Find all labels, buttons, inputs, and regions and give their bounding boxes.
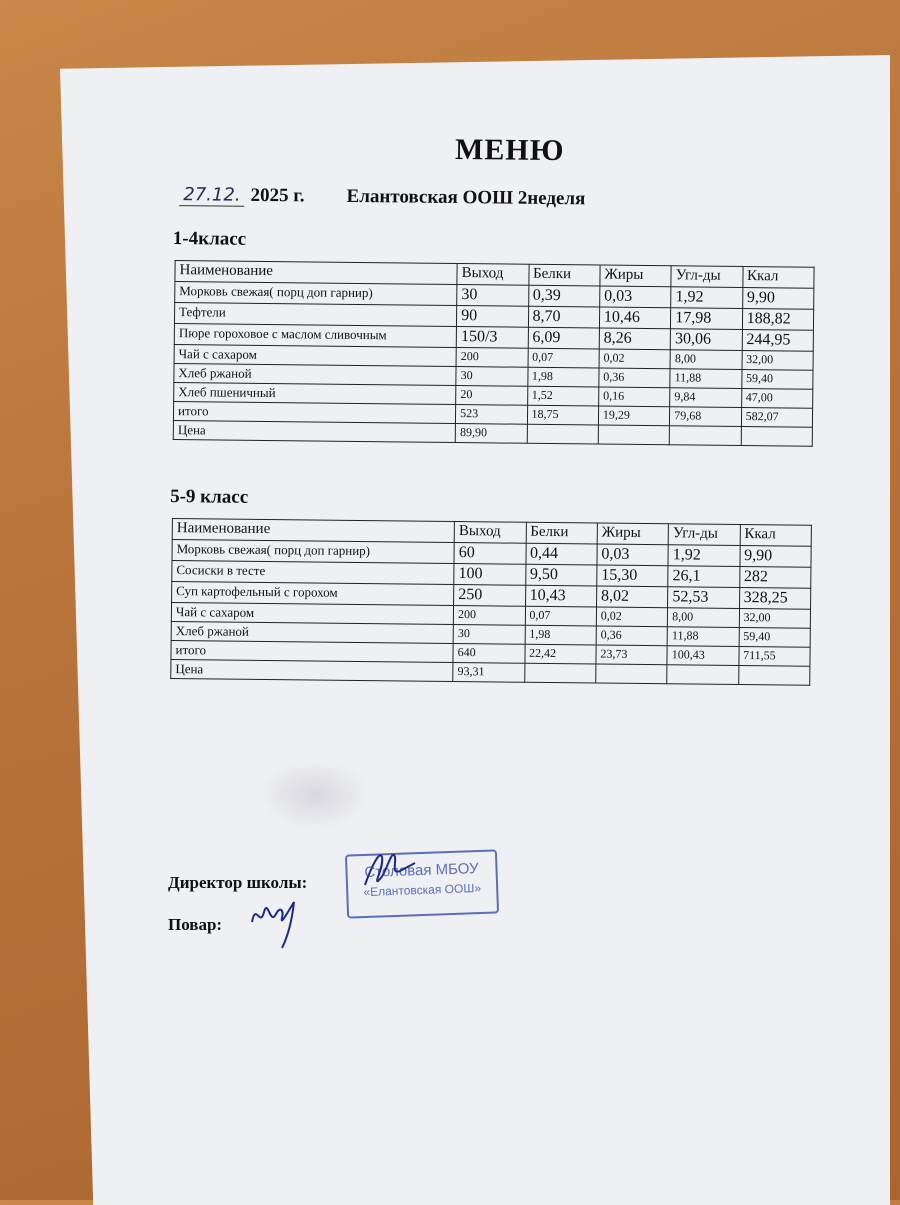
value-cell: 200 [453, 605, 525, 625]
value-cell: 11,88 [670, 369, 742, 389]
empty-cell [741, 426, 813, 446]
header-cell: Ккал [740, 524, 812, 546]
value-cell: 150/3 [456, 327, 528, 349]
value-cell: 0,02 [596, 607, 668, 627]
value-cell: 23,73 [596, 645, 668, 665]
price-label-cell: Цена [173, 421, 455, 443]
header-cell: Белки [528, 264, 600, 286]
dish-name-cell: Морковь свежая( порц доп гарнир) [172, 540, 454, 564]
value-cell: 10,46 [599, 307, 671, 329]
value-cell: 30 [457, 285, 529, 307]
value-cell: 9,84 [670, 388, 742, 408]
value-cell: 19,29 [598, 406, 670, 426]
value-cell: 6,09 [528, 327, 600, 349]
menu-table-1-4 [173, 260, 815, 447]
value-cell: 0,07 [528, 348, 600, 368]
value-cell: 0,36 [599, 368, 671, 388]
value-cell: 15,30 [597, 565, 669, 587]
value-cell: 244,95 [742, 330, 814, 352]
dish-name-cell: Сосиски в тесте [172, 561, 454, 585]
dish-name-cell: Чай с сахаром [174, 345, 456, 367]
empty-cell [667, 665, 739, 685]
paper-smudge [260, 760, 370, 830]
value-cell: 8,02 [596, 586, 668, 608]
value-cell: 1,52 [527, 386, 599, 406]
value-cell: 711,55 [739, 646, 811, 666]
value-cell: 79,68 [670, 407, 742, 427]
value-cell: 20 [456, 386, 528, 406]
dish-name-cell: Хлеб ржаной [171, 622, 453, 644]
value-cell: 582,07 [741, 407, 813, 427]
value-cell: 0,16 [599, 387, 671, 407]
stamp-line-1: Столовая МБОУ [364, 860, 479, 881]
value-cell: 282 [739, 566, 811, 588]
menu-table-5-9 [170, 518, 812, 686]
price-value-cell: 93,31 [453, 662, 525, 682]
dish-name-cell: Морковь свежая( порц доп гарнир) [175, 282, 457, 306]
value-cell: 200 [456, 348, 528, 368]
value-cell: 0,03 [597, 544, 669, 566]
value-cell: 30,06 [670, 329, 742, 351]
value-cell: 26,1 [668, 566, 740, 588]
value-cell: 52,53 [668, 587, 740, 609]
value-cell: 0,44 [525, 543, 597, 565]
director-signature [360, 845, 420, 890]
value-cell: 9,90 [740, 545, 812, 567]
cook-signature [248, 892, 308, 952]
value-cell: 59,40 [741, 369, 813, 389]
value-cell: 10,43 [525, 585, 597, 607]
value-cell: 90 [457, 306, 529, 328]
value-cell: 1,98 [527, 367, 599, 387]
empty-cell [738, 665, 810, 685]
header-cell: Жиры [600, 265, 672, 287]
value-cell: 30 [456, 367, 528, 387]
value-cell: 1,92 [668, 545, 740, 567]
date-line [179, 184, 829, 213]
value-cell: 59,40 [739, 627, 811, 647]
value-cell: 22,42 [524, 644, 596, 664]
value-cell: 0,03 [600, 286, 672, 308]
value-cell: 523 [456, 405, 528, 425]
dish-name-cell: Пюре гороховое с маслом сливочным [174, 324, 456, 348]
value-cell: 328,25 [739, 587, 811, 609]
dish-name-cell: Тефтели [174, 303, 456, 327]
value-cell: 11,88 [667, 627, 739, 647]
director-label: Директор школы: [168, 873, 308, 892]
dish-name-cell: Хлеб пшеничный [174, 383, 456, 405]
handwritten-date: 27.12. [179, 184, 244, 207]
price-value-cell: 89,90 [455, 424, 527, 444]
dish-name-cell: Чай с сахаром [171, 603, 453, 625]
header-cell: Угл-ды [671, 266, 743, 288]
header-cell: Выход [454, 522, 526, 544]
menu-document [164, 130, 830, 686]
section-title-5-9: 5-9 класс [170, 486, 249, 508]
header-cell: Жиры [597, 523, 669, 545]
value-cell: 30 [453, 624, 525, 644]
value-cell: 32,00 [742, 351, 814, 371]
empty-cell [669, 426, 741, 446]
value-cell: 47,00 [741, 388, 813, 408]
dish-name-cell: итого [171, 641, 453, 663]
header-cell: Угл-ды [668, 524, 740, 546]
value-cell: 0,07 [525, 606, 597, 626]
value-cell: 1,92 [671, 287, 743, 309]
value-cell: 9,50 [525, 564, 597, 586]
header-cell: Наименование [175, 261, 457, 285]
header-cell: Выход [457, 264, 529, 286]
value-cell: 8,00 [668, 608, 740, 628]
value-cell: 8,26 [599, 328, 671, 350]
date-year: 2025 г. [250, 184, 305, 207]
value-cell: 0,36 [596, 626, 668, 646]
header-cell: Белки [526, 522, 598, 544]
value-cell: 18,75 [527, 405, 599, 425]
empty-cell [524, 663, 596, 683]
price-label-cell: Цена [171, 660, 453, 682]
value-cell: 60 [454, 543, 526, 565]
dish-name-cell: итого [173, 402, 455, 424]
value-cell: 8,70 [528, 306, 600, 328]
empty-cell [596, 664, 668, 684]
value-cell: 17,98 [671, 308, 743, 330]
empty-cell [598, 425, 670, 445]
school-name: Елантовская ООШ 2неделя [346, 185, 586, 210]
value-cell: 0,39 [528, 285, 600, 307]
value-cell: 32,00 [739, 608, 811, 628]
value-cell: 188,82 [742, 309, 814, 331]
value-cell: 9,90 [742, 288, 814, 310]
stamp-line-2: «Елантовская ООШ» [363, 880, 482, 900]
empty-cell [527, 424, 599, 444]
value-cell: 640 [453, 643, 525, 663]
value-cell: 100,43 [667, 646, 739, 666]
value-cell: 8,00 [670, 350, 742, 370]
value-cell: 250 [454, 584, 526, 606]
page-title: МЕНЮ [454, 132, 565, 168]
value-cell: 100 [454, 563, 526, 585]
dish-name-cell: Хлеб ржаной [174, 364, 456, 386]
header-cell: Ккал [742, 267, 814, 289]
cook-label: Повар: [168, 915, 223, 934]
value-cell: 0,02 [599, 349, 671, 369]
header-cell: Наименование [172, 519, 454, 543]
dish-name-cell: Суп картофельный с горохом [172, 582, 454, 606]
section-title-1-4: 1-4класс [172, 228, 247, 250]
value-cell: 1,98 [525, 625, 597, 645]
